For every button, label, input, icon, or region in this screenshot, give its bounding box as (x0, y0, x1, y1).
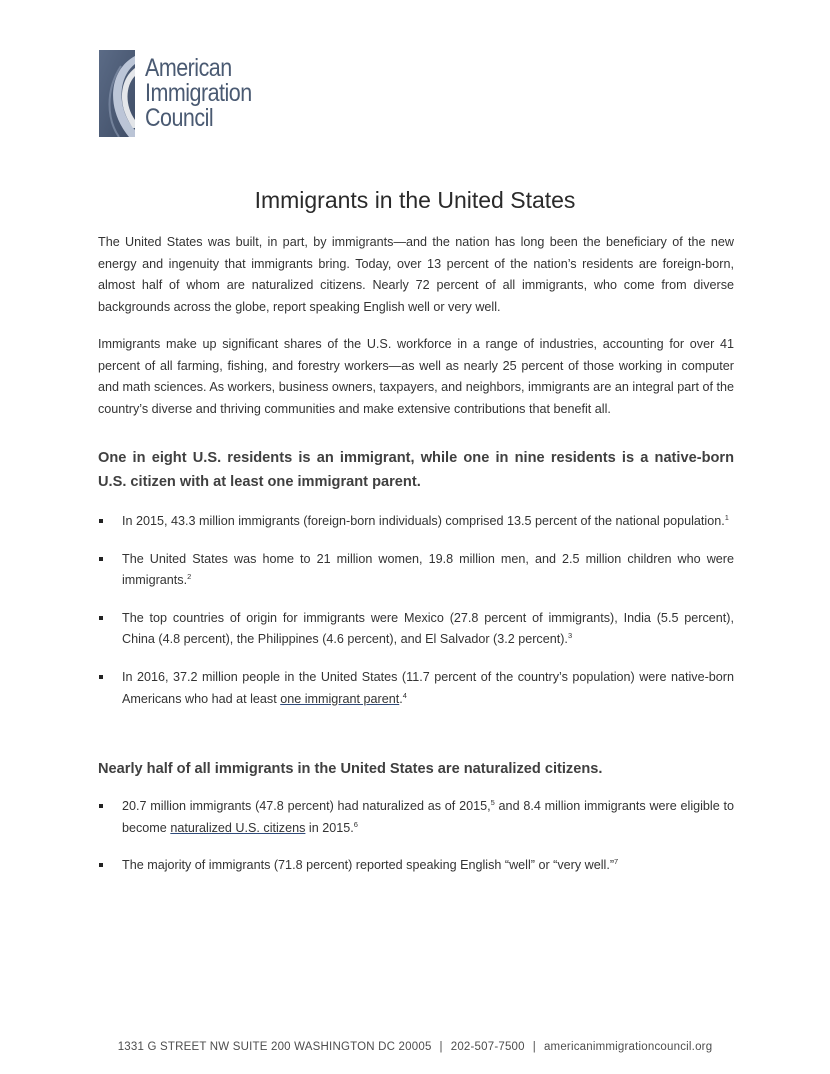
bullet-list-residents (98, 511, 734, 726)
list-item (98, 608, 734, 651)
organization-logo[interactable] (99, 50, 289, 140)
footer-phone[interactable]: 202-507-7500 (450, 1041, 525, 1053)
bullet-square-icon (99, 804, 103, 808)
list-item (98, 667, 734, 710)
bullet-square-icon (99, 863, 103, 867)
bullet-text: In 2015, 43.3 million immigrants (foreign-born individuals) comprised 13.5 percent of the national population. (122, 514, 725, 528)
list-item (98, 511, 734, 533)
list-item (98, 855, 734, 877)
bullet-list-naturalized (98, 796, 734, 893)
bullet-text: In 2016, 37.2 million people in the United States (11.7 percent of the country’s population) were native-born Americans who had at least (122, 669, 734, 706)
footnote-ref[interactable]: 1 (724, 512, 729, 522)
bullet-text: 20.7 million immigrants (47.8 percent) had naturalized as of 2015, (122, 799, 491, 813)
footnote-ref[interactable]: 5 (490, 797, 495, 807)
section-heading-residents: One in eight U.S. residents is an immigrant, while one in nine residents is a native-born U.S. citizen with at least one immigrant parent. (98, 450, 734, 490)
footnote-ref[interactable]: 3 (567, 631, 573, 641)
logo-line-2: Immigration (145, 79, 252, 107)
one-immigrant-parent-link[interactable]: one immigrant parent (280, 691, 400, 706)
footnote-ref[interactable]: 7 (614, 857, 619, 866)
logo-line-3: Council (145, 104, 214, 132)
bullet-square-icon (99, 675, 103, 679)
page-footer (0, 1041, 830, 1053)
list-item (98, 549, 734, 592)
footnote-ref[interactable]: 4 (402, 690, 407, 700)
intro-paragraph-2: Immigrants make up significant shares of the U.S. workforce in a range of industries, accounting for over 41 percent of all farming, fishing, and forestry workers—as well as nearly 25 percent of those working in computer and math sciences. As workers, business owners, taxpayers, and neighbors, immigrants are an integral part of the country’s diverse and thriving communities and make extensive contributions that benefit all. (98, 337, 734, 416)
footer-separator: | (532, 1041, 536, 1053)
bullet-text: The top countries of origin for immigrants were Mexico (27.8 percent of immigrants), India (5.5 percent), China (4.8 percent), the Philippines (4.6 percent), and El Salvador (3.2 percent). (122, 610, 734, 647)
footer-separator: | (439, 1041, 443, 1053)
list-item (98, 796, 734, 839)
bullet-text-end: . (399, 691, 403, 706)
logo-wordmark (145, 56, 252, 131)
bullet-square-icon (99, 519, 103, 523)
bullet-square-icon (99, 557, 103, 561)
page-title: Immigrants in the United States (254, 187, 576, 213)
footnote-ref[interactable]: 6 (353, 819, 358, 829)
bullet-text: The United States was home to 21 million women, 19.8 million men, and 2.5 million children who were immigrants. (122, 551, 734, 588)
bullet-square-icon (99, 616, 103, 620)
naturalized-citizens-link[interactable]: naturalized U.S. citizens (170, 820, 306, 835)
bullet-text-middle: and 8.4 million immigrants were eligible to become (122, 799, 734, 835)
intro-paragraph-1: The United States was built, in part, by immigrants—and the nation has long been the beneficiary of the new energy and ingenuity that immigrants bring. Today, over 13 percent of the nation’s residents are foreign-born, almost half of whom are naturalized citizens. Nearly 72 percent of all immigrants, who come from diverse backgrounds across the globe, report speaking English well or very well. (98, 235, 734, 314)
logo-mark-icon (99, 50, 135, 137)
footer-address: 1331 G STREET NW SUITE 200 WASHINGTON DC 20005 (117, 1041, 432, 1053)
footnote-ref[interactable]: 2 (187, 572, 192, 581)
bullet-text: The majority of immigrants (71.8 percent) reported speaking English “well” or “very well.” (122, 858, 615, 873)
footer-website-link[interactable]: americanimmigrationcouncil.org (543, 1041, 713, 1053)
bullet-text-end: in 2015. (305, 820, 354, 835)
section-heading-naturalized: Nearly half of all immigrants in the United States are naturalized citizens. (98, 761, 603, 777)
logo-line-1: American (145, 54, 232, 82)
